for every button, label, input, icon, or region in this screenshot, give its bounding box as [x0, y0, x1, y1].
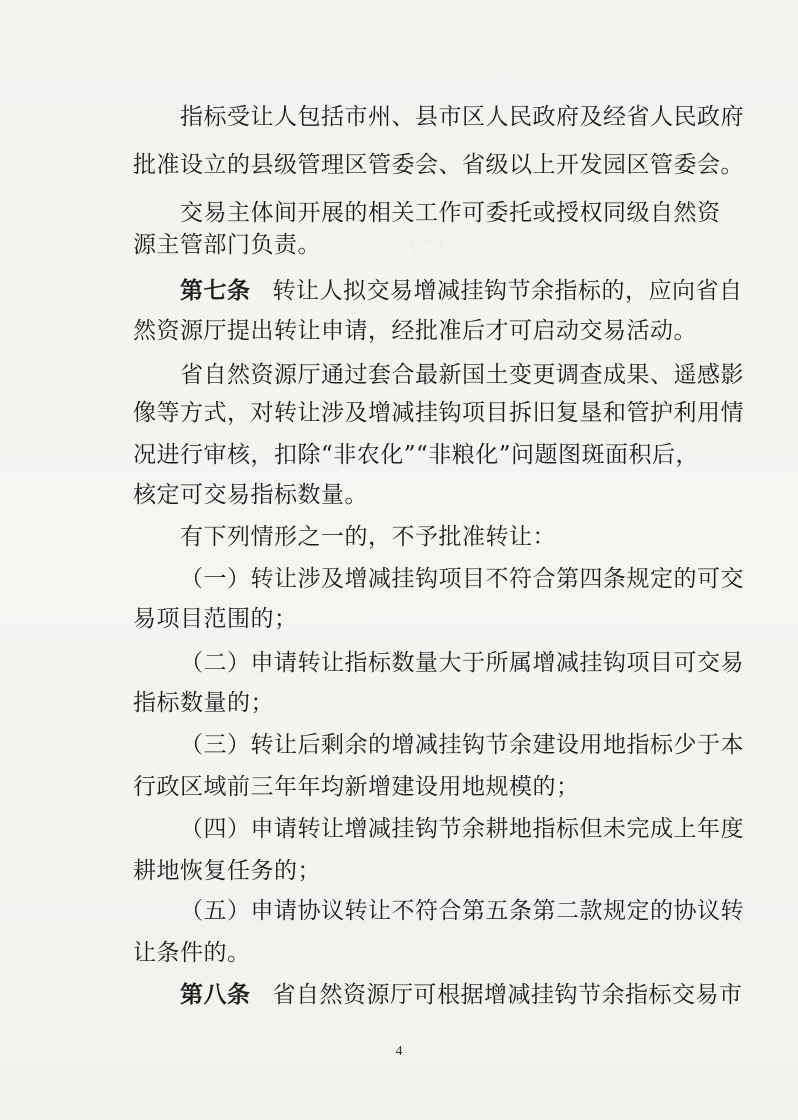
text-line-4: [133, 230, 321, 260]
bleed-through-text: [560, 478, 632, 504]
line-text: 指标数量的；: [133, 690, 274, 716]
line-text: （四）申请转让增减挂钩节余耕地指标但未完成上年度: [180, 816, 744, 842]
article-heading: 第七条: [180, 277, 251, 304]
text-line-7: [180, 360, 744, 390]
article-heading: 第八条: [180, 981, 251, 1008]
article-8-line: [180, 980, 743, 1010]
line-text: 耕地恢复任务的；: [133, 858, 321, 884]
line-text: 易项目范围的；: [133, 606, 298, 632]
list-item-2-cont: [133, 688, 274, 718]
text-line-6: [133, 316, 697, 346]
line-text: （五）申请协议转让不符合第五条第二款规定的协议转: [180, 898, 744, 924]
text-line-10: [133, 480, 368, 510]
bleed-through-text: （二）: [400, 236, 589, 257]
line-text: 然资源厅提出转让申请，经批准后才可启动交易活动。: [133, 318, 697, 344]
line-text: 像等方式，对转让涉及增减挂钩项目拆旧复垦和管护利用情: [133, 400, 744, 426]
line-text: （三）转让后剩余的增减挂钩节余建设用地指标少于本: [180, 732, 744, 758]
list-item-3-cont: [133, 772, 580, 802]
list-item-4: [180, 814, 744, 844]
line-text: 省自然资源厅可根据增减挂钩节余指标交易市: [272, 982, 743, 1008]
line-text: （一）转让涉及增减挂钩项目不符合第四条规定的可交: [180, 566, 744, 592]
text-line-11: [180, 522, 556, 552]
line-text: 核定可交易指标数量。: [133, 482, 368, 508]
article-7-line: [180, 276, 743, 306]
list-item-1-cont: [133, 604, 298, 634]
text-line-9: [133, 440, 699, 470]
line-text: 行政区域前三年年均新增建设用地规模的；: [133, 774, 580, 800]
list-item-4-cont: [133, 856, 321, 886]
line-text: 有下列情形之一的，不予批准转让：: [180, 524, 556, 550]
list-item-5-cont: [133, 938, 251, 968]
line-text: 交易主体间开展的相关工作可委托或授权同级自然资: [180, 200, 721, 226]
text-line-8: [133, 398, 744, 428]
line-text: 省自然资源厅通过套合最新国土变更调查成果、遥感影: [180, 362, 744, 388]
list-item-1: [180, 564, 744, 594]
text-line-2: [133, 150, 744, 180]
line-text: 转让人拟交易增减挂钩节余指标的，应向省自: [272, 278, 743, 304]
list-item-3: [180, 730, 744, 760]
line-text: 批准设立的县级管理区管委会、省级以上开发园区管委会。: [133, 152, 744, 178]
text-line-3: [180, 198, 721, 228]
list-item-5: [180, 896, 744, 926]
line-text: 况进行审核，扣除“非农化”“非粮化”问题图斑面积后，: [133, 442, 700, 468]
line-text: 源主管部门负责。: [133, 232, 321, 258]
line-text: （二）申请转让指标数量大于所属增减挂钩项目可交易: [180, 650, 744, 676]
text-line-1: [180, 102, 744, 132]
list-item-2: [180, 648, 744, 678]
line-text: 指标受让人包括市州、县市区人民政府及经省人民政府: [180, 104, 744, 130]
page-number: 4: [395, 1044, 403, 1059]
line-text: 让条件的。: [133, 940, 251, 966]
